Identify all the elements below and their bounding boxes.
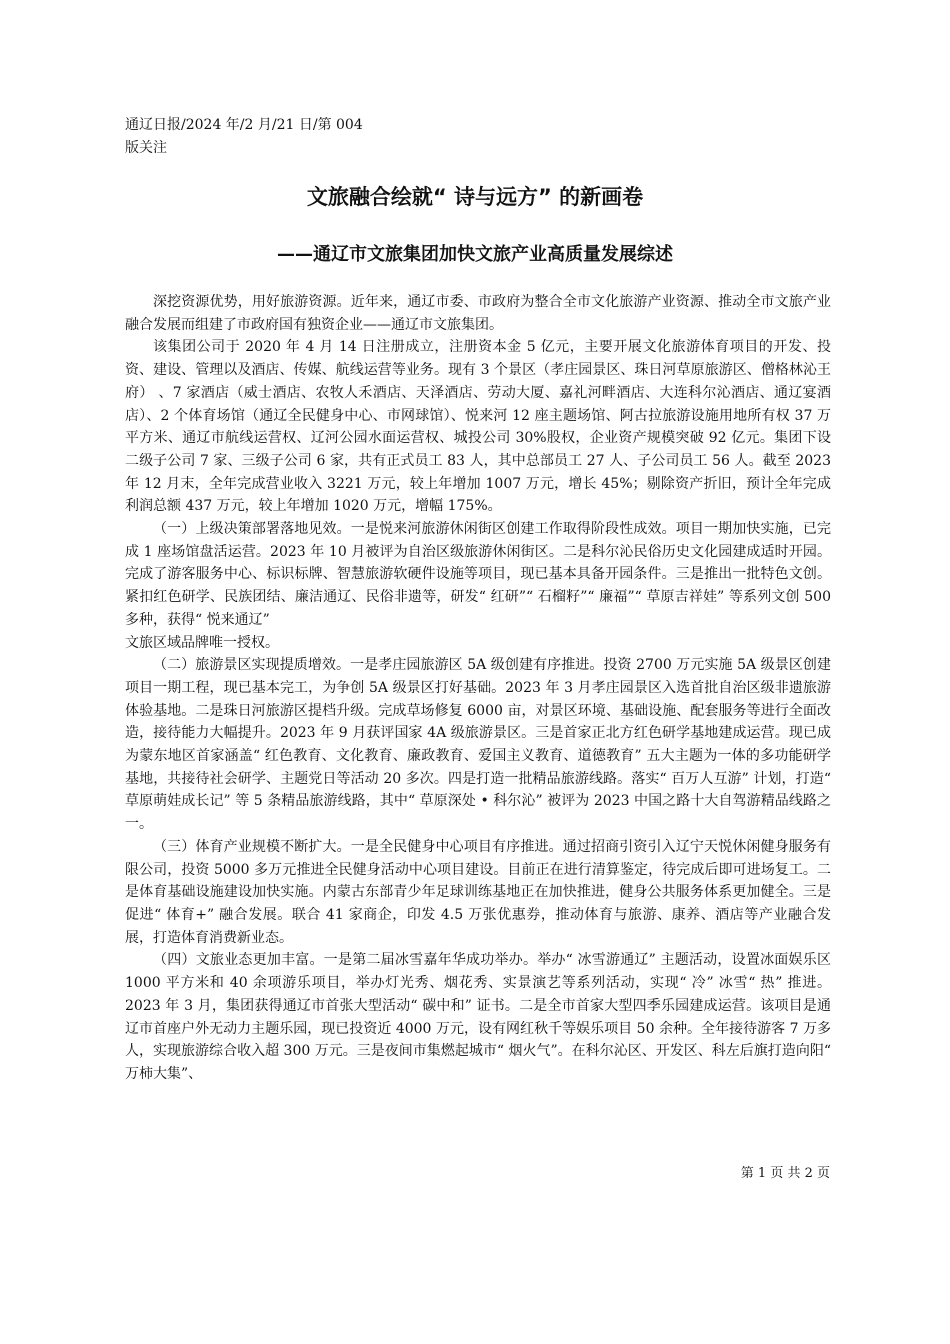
paragraph-section-4: （四）文旅业态更加丰富。一是第二届冰雪嘉年华成功举办。举办“ 冰雪游通辽” 主题活动，设置冰面娱乐区 1000 平方米和 40 余项游乐项目，举办灯光秀、烟花秀、实景演艺等系列活动，实现“ 冷” 冰雪“ 热” 推进。2023 年 3 月，集团获得通辽市首张大型活动“ 碳中和” 证书。二是全市首家大型四季乐园建成运营。该项目是通辽市首座户外无动力主题乐园，现已投资近 4000 万元，设有网红秋千等娱乐项目 50 余种。全年接待游客 7 万多人，实现旅游综合收入超 300 万元。三是夜间市集燃起城市“ 烟火气”。在科尔沁区、开发区、科左后旗打造向阳“ 万柿大集”、 (125, 952, 831, 1082)
article-subtitle: ——通辽市文旅集团加快文旅产业高质量发展综述 (277, 244, 673, 265)
paragraph-company-overview: 该集团公司于 2020 年 4 月 14 日注册成立，注册资本金 5 亿元，主要开展文化旅游体育项目的开发、投资、建设、管理以及酒店、传媒、航线运营等业务。现有 3 个景区（孝庄园景区、珠日河草原旅游区、僧格林沁王府） 、7 家酒店（威士酒店、农牧人禾酒店、天泽酒店、劳动大厦、嘉礼河畔酒店、大连科尔沁酒店、通辽宴酒店）、2 个体育场馆（通辽全民健身中心、市网球馆）、悦来河 12 座主题场馆、阿古拉旅游设施用地所有权 37 万平方米、通辽市航线运营权、辽河公园水面运营权、城投公司 30%股权，企业资产规模突破 92 亿元。集团下设二级子公司 7 家、三级子公司 6 家，共有正式员工 83 人，其中总部员工 27 人、子公司员工 56 人。截至 2023 年 12 月末，全年完成营业收入 3221 万元，较上年增加 1007 万元，增长 45%；剔除资产折旧，预计全年完成利润总额 437 万元，较上年增加 1020 万元，增幅 175%。 (125, 339, 831, 515)
article-body (125, 291, 831, 1086)
paragraph-section-1: （一）上级决策部署落地见效。一是悦来河旅游休闲街区创建工作取得阶段性成效。项目一期加快实施，已完成 1 座场馆盘活运营。2023 年 10 月被评为自治区级旅游休闲街区。二是科尔沁民俗历史文化园建成适时开园。完成了游客服务中心、标识标牌、智慧旅游软硬件设施等项目，现已基本具备开园条件。三是推出一批特色文创。紧扣红色研学、民族团结、廉洁通辽、民俗非遗等，研发“ 红研”“ 石榴籽”“ 廉福”“ 草原吉祥娃” 等系列文创 500 多种，获得“ 悦来通辽” (125, 521, 831, 628)
paragraph-section-3: （三）体育产业规模不断扩大。一是全民健身中心项目有序推进。通过招商引资引入辽宁天悦休闲健身服务有限公司，投资 5000 多万元推进全民健身活动中心项目建设。目前正在进行清算鉴定，待完成后即可进场复工。二是体育基础设施建设加快实施。内蒙古东部青少年足球训练基地正在加快推进，健身公共服务体系更加健全。三是促进“ 体育+” 融合发展。联合 41 家商企，印发 4.5 万张优惠券，推动体育与旅游、康养、酒店等产业融合发展，打造体育消费新业态。 (125, 838, 831, 946)
page-number: 第 1 页 共 2 页 (740, 1166, 830, 1181)
source-line-1: 通辽日报/2024 年/2 月/21 日/第 004 (125, 117, 363, 133)
paragraph-section-2: （二）旅游景区实现提质增效。一是孝庄园旅游区 5A 级创建有序推进。投资 2700 万元实施 5A 级景区创建项目一期工程，现已基本完工，为争创 5A 级景区打好基础。2023 年 3 月孝庄园景区入选首批自治区级非遗旅游体验基地。二是珠日河旅游区提档升级。完成草场修复 6000 亩，对景区环境、基础设施、配套服务等进行全面改造，接待能力大幅提升。2023 年 9 月获评国家 4A 级旅游景区。三是首家正北方红色研学基地建成运营。现已成为蒙东地区首家涵盖“ 红色教育、文化教育、廉政教育、爱国主义教育、道德教育” 五大主题为一体的多功能研学基地，共接待社会研学、主题党日等活动 20 多次。四是打造一批精品旅游线路。落实“ 百万人互游” 计划，打造“ 草原萌娃成长记” 等 5 条精品旅游线路，其中“ 草原深处 • 科尔沁” 被评为 2023 中国之路十大自驾游精品线路之一。 (125, 657, 831, 833)
article-title: 文旅融合绘就“ 诗与远方” 的新画卷 (306, 185, 644, 209)
paragraph-section-1-continued: 文旅区域品牌唯一授权。 (125, 634, 279, 651)
source-line-2: 版关注 (125, 140, 167, 156)
paragraph-intro: 深挖资源优势，用好旅游资源。近年来，通辽市委、市政府为整合全市文化旅游产业资源、推动全市文旅产业融合发展而组建了市政府国有独资企业——通辽市文旅集团。 (125, 294, 831, 333)
source-info (125, 114, 395, 160)
